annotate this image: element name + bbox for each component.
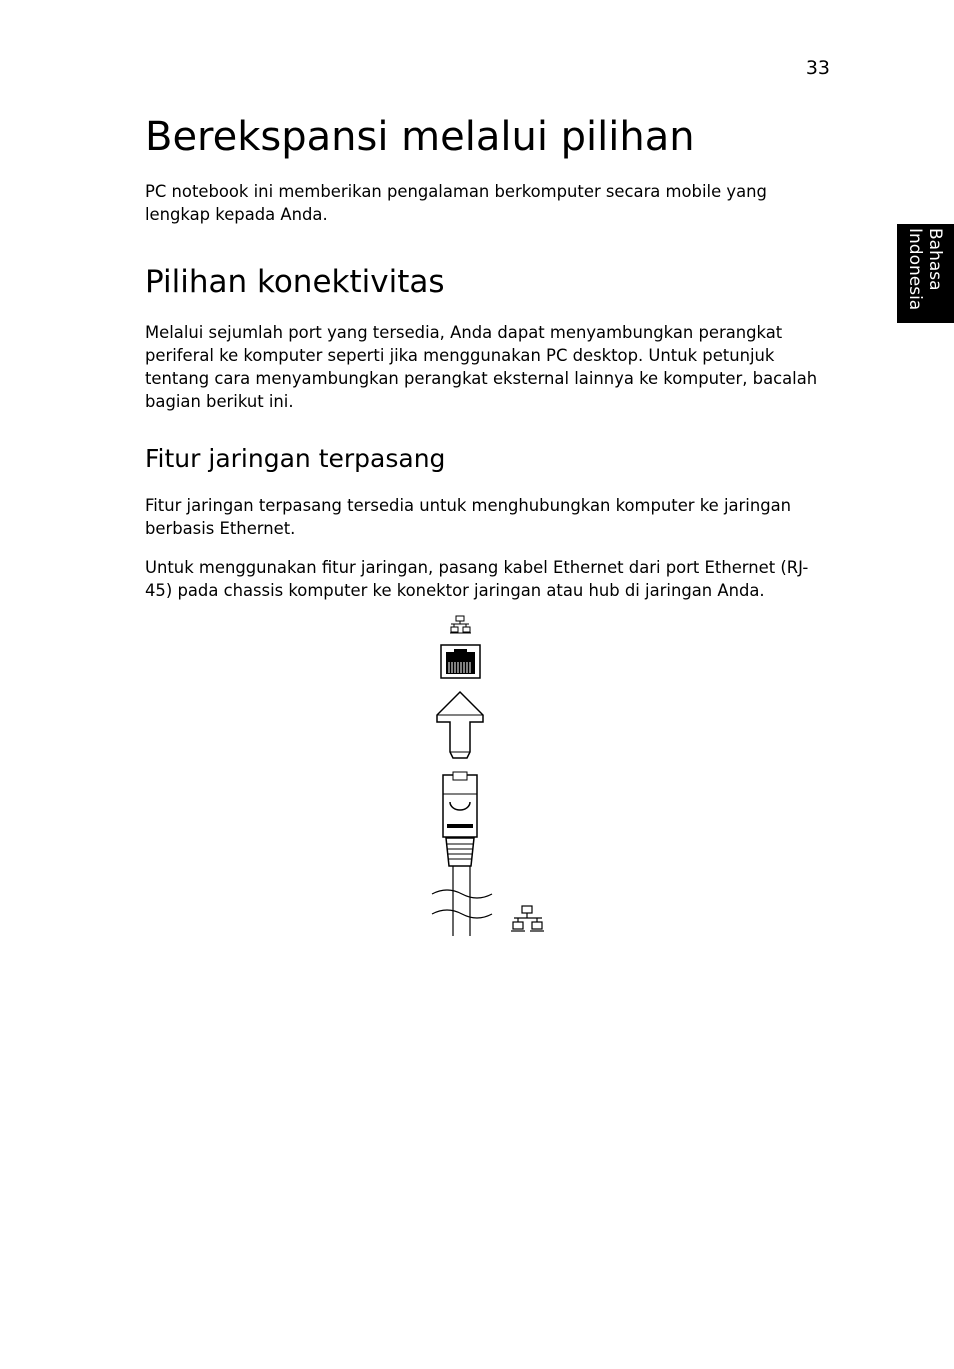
intro-paragraph: PC notebook ini memberikan pengalaman berkomputer secara mobile yang lengkap kepada Anda. (145, 182, 767, 224)
page-number: 33 (805, 57, 830, 79)
page-title: Berekspansi melalui pilihan (145, 114, 695, 160)
connectivity-heading: Pilihan konektivitas (145, 264, 445, 300)
network-paragraph-1: Fitur jaringan terpasang tersedia untuk menghubungkan komputer ke jaringan berbasis Ethernet. (145, 496, 792, 538)
network-paragraph-2: Untuk menggunakan fitur jaringan, pasang kabel Ethernet dari port Ethernet (RJ-45) pada chassis komputer ke konektor jaringan atau hub di jaringan Anda. (145, 558, 809, 600)
network-heading: Fitur jaringan terpasang (145, 444, 446, 473)
up-arrow-icon (437, 692, 483, 758)
rj45-plug-icon (443, 772, 477, 866)
language-tab-line1: Bahasa (925, 228, 946, 291)
ethernet-diagram (420, 612, 560, 942)
language-tab-label (897, 224, 954, 323)
language-tab-line2: Indonesia (905, 228, 926, 311)
ethernet-illustration (420, 612, 560, 942)
network-icon (450, 616, 471, 633)
ethernet-port-icon (441, 645, 480, 678)
language-tab (897, 224, 954, 323)
connectivity-paragraph: Melalui sejumlah port yang tersedia, Anda dapat menyambungkan perangkat periferal ke komputer seperti jika menggunakan PC desktop. Untuk petunjuk tentang cara menyambungkan perangkat eksternal lainnya ke komputer, bacalah bagian berikut ini. (145, 323, 818, 411)
cable-icon (432, 866, 492, 936)
network-icon (511, 906, 544, 931)
